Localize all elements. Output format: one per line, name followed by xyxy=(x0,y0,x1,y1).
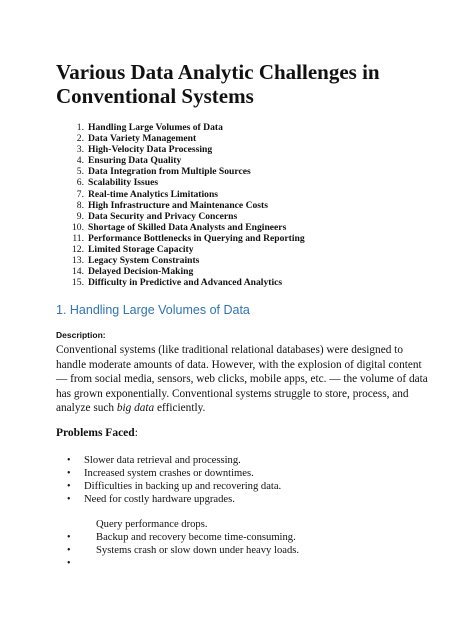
list-item: 9. Data Security and Privacy Concerns xyxy=(76,210,238,222)
list-item: • Increased system crashes or downtimes. xyxy=(67,467,254,479)
bullet-icon: • xyxy=(67,480,71,492)
description-paragraph: Conventional systems (like traditional relational databases) were designed to handle moderate amounts of data. However, with the explosion of digital content — from social media, sensors, web clicks, mobile apps, etc. — the volume of data has grown exponentially. Conventional systems struggle to store, process, and analyze such big data efficiently. xyxy=(56,344,428,415)
document-title: Various Data Analytic Challenges in Conventional Systems xyxy=(56,60,380,108)
bullet-icon: • xyxy=(67,531,71,543)
list-item: • Slower data retrieval and processing. xyxy=(67,454,241,466)
list-item: • Systems crash or slow down under heavy loads. xyxy=(67,544,300,556)
list-item: 12. Limited Storage Capacity xyxy=(72,244,194,256)
bullet-icon: • xyxy=(67,454,71,466)
problems-heading: Problems Faced: xyxy=(56,426,138,439)
list-item: • Difficulties in backing up and recovering data. xyxy=(67,480,282,492)
bullet-icon: • xyxy=(67,544,71,556)
consequences-list xyxy=(56,518,428,570)
list-item xyxy=(56,557,428,570)
list-item: 10. Shortage of Skilled Data Analysts and Engineers xyxy=(72,221,287,233)
list-item: 8. High Infrastructure and Maintenance Costs xyxy=(76,199,268,211)
emphasis-text: big data xyxy=(116,402,155,415)
problems-list xyxy=(56,454,428,506)
list-item: Query performance drops. xyxy=(96,518,208,530)
document-page xyxy=(56,60,428,570)
list-item: 14. Delayed Decision-Making xyxy=(72,266,194,278)
challenges-list xyxy=(56,122,428,288)
list-item: 5. Data Integration from Multiple Sources xyxy=(76,166,251,178)
list-item: 13. Legacy System Constraints xyxy=(72,255,200,267)
section-heading: 1. Handling Large Volumes of Data xyxy=(56,303,250,318)
list-item: 4. Ensuring Data Quality xyxy=(76,155,182,167)
list-item: 1. Handling Large Volumes of Data xyxy=(76,122,223,133)
bullet-icon: • xyxy=(67,493,71,505)
list-item: 3. High-Velocity Data Processing xyxy=(76,144,213,156)
list-item: 2. Data Variety Management xyxy=(76,133,197,145)
bullet-icon: • xyxy=(67,467,71,479)
description-label: Description: xyxy=(56,330,106,341)
list-item: 15. Difficulty in Predictive and Advanced Analytics xyxy=(72,277,283,289)
list-item: 6. Scalability Issues xyxy=(76,177,159,189)
list-item: • Need for costly hardware upgrades. xyxy=(67,493,235,505)
list-item: 11. Performance Bottlenecks in Querying and Reporting xyxy=(72,232,305,244)
list-item: • Backup and recovery become time-consuming. xyxy=(67,531,296,543)
list-item: 7. Real-time Analytics Limitations xyxy=(76,188,219,200)
bullet-icon: • xyxy=(67,557,71,569)
